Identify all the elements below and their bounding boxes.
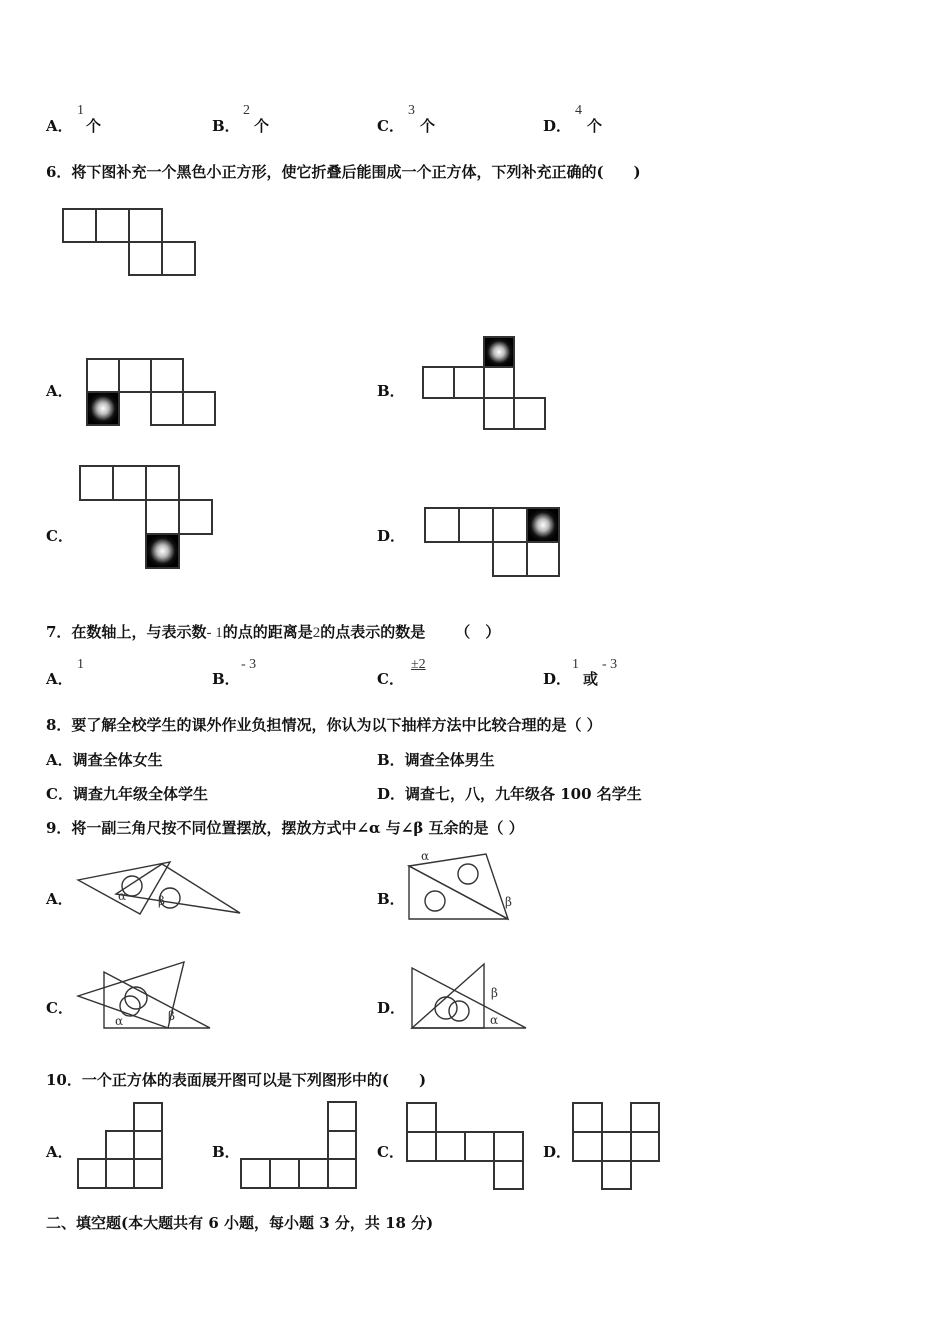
q5-option-d: D．	[543, 117, 572, 135]
q7-option-d-mid: 或	[583, 670, 599, 688]
q8-option-a: A．调查全体女生	[46, 751, 163, 769]
q7-option-d-val1: 1	[572, 657, 579, 672]
q5-option-c-num: 3	[408, 103, 415, 118]
q5-option-a: A．	[46, 117, 73, 135]
q9-label-c: C．	[46, 999, 73, 1017]
q7-option-d-val2: - 3	[602, 657, 618, 672]
q10-label-c: C．	[377, 1143, 404, 1161]
q7-option-d: D．	[543, 670, 572, 688]
q5-option-b: B．	[212, 117, 240, 135]
q10-label-b: B．	[212, 1143, 240, 1161]
q9-a-alpha: α	[118, 889, 127, 903]
q5-option-b-num: 2	[243, 103, 250, 118]
q6-label-c: C．	[46, 527, 73, 545]
q9-option-a-figure	[76, 858, 246, 920]
q9-d-alpha: α	[490, 1013, 499, 1027]
q8-option-d: D．调查七，八，九年级各 100 名学生	[377, 785, 642, 803]
q10-option-c-net	[405, 1101, 529, 1193]
q9-d-beta: β	[491, 986, 498, 1000]
q5-option-c: C．	[377, 117, 404, 135]
q7-stem: 7．在数轴上，与表示数- 1的点的距离是2的点表示的数是 （ ）	[46, 623, 501, 641]
q6-option-b-net	[422, 336, 550, 434]
q5-option-d-unit: 个	[587, 117, 603, 135]
q5-option-a-unit: 个	[86, 117, 102, 135]
q8-option-b: B．调查全体男生	[377, 751, 495, 769]
q10-option-d-net	[571, 1101, 665, 1193]
q6-option-d-net	[424, 507, 564, 581]
q9-option-b-figure	[404, 846, 524, 926]
q5-option-d-num: 4	[575, 103, 582, 118]
q5-option-c-unit: 个	[420, 117, 436, 135]
q5-option-a-num: 1	[77, 103, 84, 118]
q10-label-d: D．	[543, 1143, 572, 1161]
section2-title: 二、填空题(本大题共有 6 小题，每小题 3 分，共 18 分)	[46, 1214, 434, 1232]
q10-option-b-net	[239, 1101, 361, 1193]
q9-label-b: B．	[377, 890, 405, 908]
q7-option-c: C．	[377, 670, 404, 688]
q7-option-b-val: - 3	[241, 657, 257, 672]
q6-label-a: A．	[46, 382, 73, 400]
q6-label-d: D．	[377, 527, 406, 545]
q7-option-a: A．	[46, 670, 73, 688]
q8-stem: 8．要了解全校学生的课外作业负担情况，你认为以下抽样方法中比较合理的是（ ）	[46, 716, 602, 734]
q5-option-b-unit: 个	[254, 117, 270, 135]
q8-option-c: C．调查九年级全体学生	[46, 785, 208, 803]
q9-option-d-figure	[408, 960, 532, 1034]
q10-option-a-net	[75, 1102, 167, 1194]
q9-a-beta: β	[158, 894, 165, 908]
q9-c-alpha: α	[115, 1014, 124, 1028]
q9-b-beta: β	[505, 895, 512, 909]
q9-option-c-figure	[76, 958, 216, 1034]
q7-option-a-val: 1	[77, 657, 84, 672]
q7-option-c-val: ±2	[411, 657, 426, 672]
q9-label-d: D．	[377, 999, 406, 1017]
q7-option-b: B．	[212, 670, 240, 688]
q10-label-a: A．	[46, 1143, 73, 1161]
q9-label-a: A．	[46, 890, 73, 908]
q6-stem: 6．将下图补充一个黑色小正方形，使它折叠后能围成一个正方体，下列补充正确的( )	[46, 163, 641, 181]
q6-base-net	[62, 208, 202, 280]
q6-option-a-net	[86, 358, 218, 428]
q6-label-b: B．	[377, 382, 405, 400]
q9-stem: 9．将一副三角尺按不同位置摆放，摆放方式中∠α 与∠β 互余的是（ ）	[46, 819, 524, 837]
q9-c-beta: β	[168, 1009, 175, 1023]
q6-option-c-net	[79, 465, 219, 575]
q10-stem: 10．一个正方体的表面展开图可以是下列图形中的( )	[46, 1071, 427, 1089]
q9-b-alpha: α	[421, 849, 430, 863]
